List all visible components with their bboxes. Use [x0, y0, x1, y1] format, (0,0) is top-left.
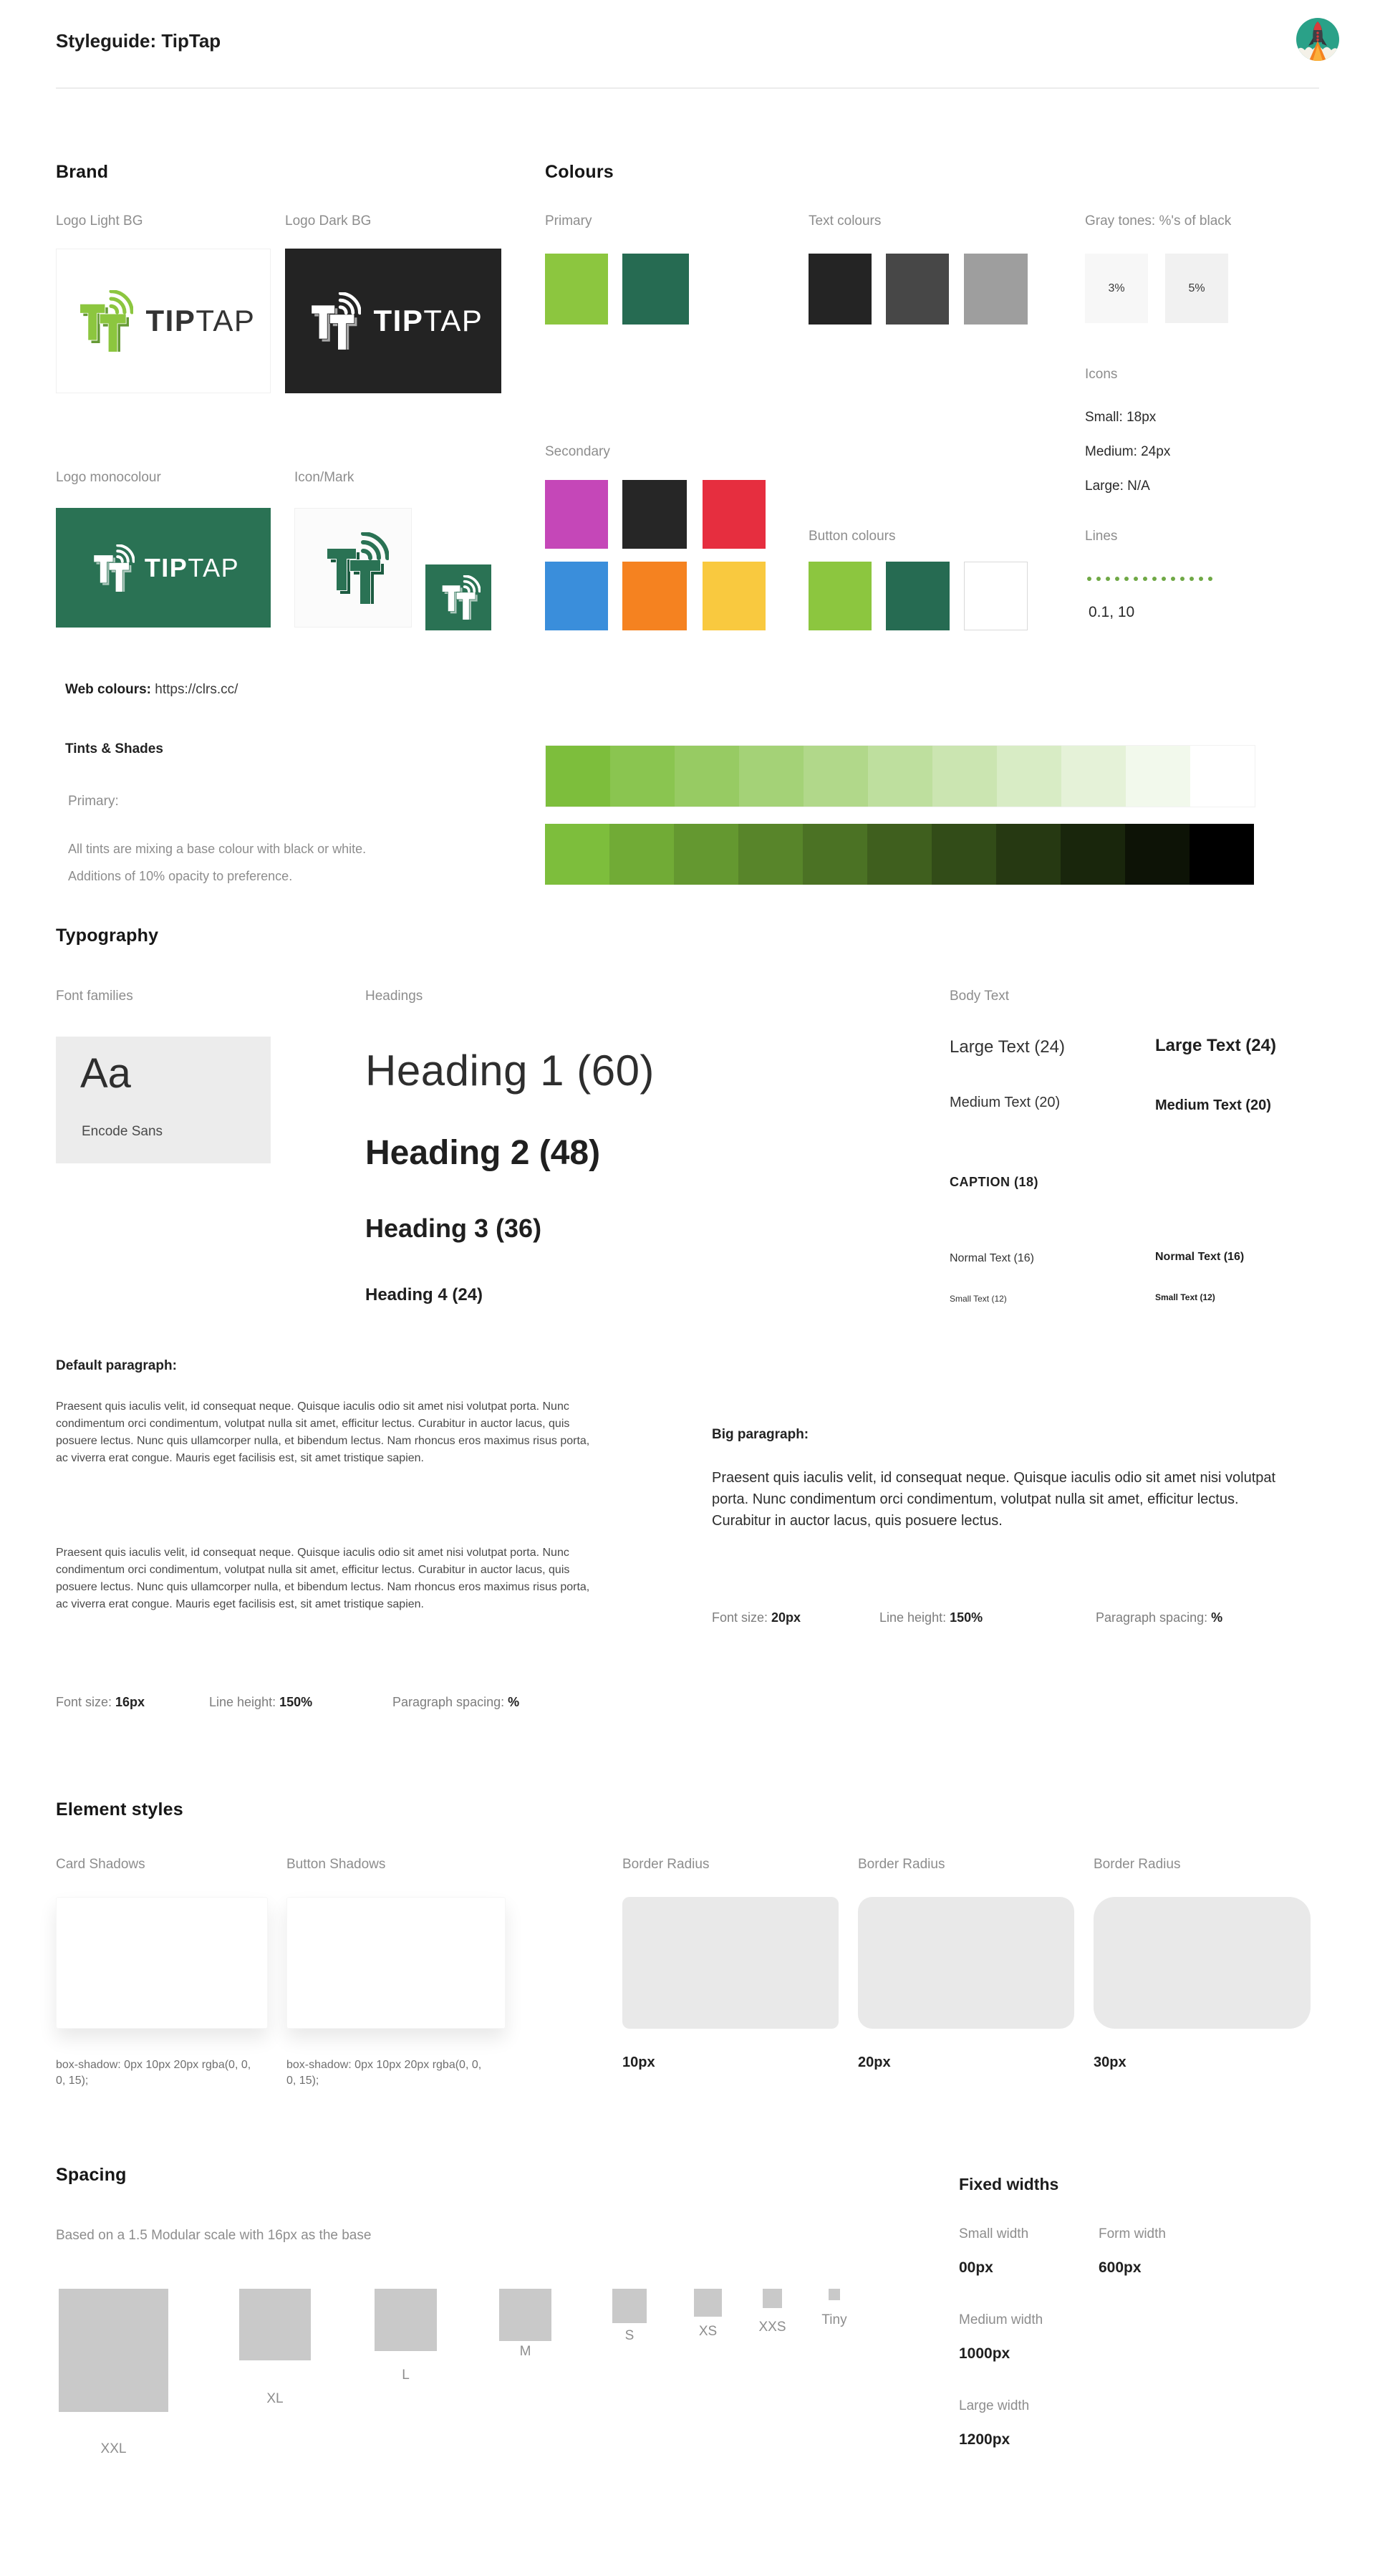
heading-4-sample: Heading 4 (24) [365, 1285, 483, 1304]
border-radius-sample-10 [622, 1897, 839, 2029]
line-dot [1115, 577, 1119, 581]
headings-label: Headings [365, 989, 423, 1004]
web-colours-label: Web colours: [65, 682, 151, 697]
page-title: Styleguide: TipTap [56, 30, 221, 52]
logo-light-label: Logo Light BG [56, 213, 143, 229]
default-paragraph-heading: Default paragraph: [56, 1358, 177, 1373]
font-specimen: Aa [80, 1050, 131, 1097]
tint-cell-6 [932, 746, 997, 807]
tint-cell-5 [868, 746, 932, 807]
shade-cell-0 [545, 824, 609, 885]
wordmark-light: TAP [188, 552, 240, 582]
button-shadow-caption: box-shadow: 0px 10px 20px rgba(0, 0, 0, 15); [286, 2059, 482, 2087]
font-family-card [56, 1037, 271, 1163]
tint-cell-4 [804, 746, 868, 807]
spacing-square-l [375, 2289, 437, 2351]
line-dot [1152, 577, 1157, 581]
line-dot [1162, 577, 1166, 581]
gray-tone-card-5 [1165, 254, 1228, 323]
rocket-avatar-icon [1296, 18, 1339, 61]
text-swatch-darkgray [886, 254, 949, 325]
tiptap-mark-icon [87, 544, 135, 592]
meta-value: 20px [771, 1610, 801, 1625]
brand-heading: Brand [56, 162, 109, 182]
spacing-label-l: L [402, 2368, 410, 2383]
meta-label: Font size: [56, 1695, 116, 1709]
button-shadow-sample [286, 1897, 506, 2029]
spacing-heading: Spacing [56, 2165, 127, 2185]
spacing-square-xs [694, 2289, 722, 2317]
primary-swatch-dark-green [622, 254, 689, 325]
icons-label: Icons [1085, 367, 1118, 382]
big-font-size [712, 1610, 801, 1625]
spacing-square-xxs [763, 2289, 782, 2308]
wordmark-bold: TIP [144, 552, 188, 582]
meta-value: 16px [115, 1695, 145, 1709]
medium-text-regular: Medium Text (20) [950, 1095, 1061, 1110]
spacing-square-xl [239, 2289, 311, 2360]
tint-cell-1 [610, 746, 675, 807]
typography-heading: Typography [56, 926, 159, 946]
spacing-scale-row [59, 2289, 918, 2475]
shade-cell-1 [609, 824, 674, 885]
tiptap-mark-icon [317, 532, 389, 604]
icon-size-medium: Medium: 24px [1085, 444, 1171, 459]
line-dot [1199, 577, 1203, 581]
shade-cell-5 [867, 824, 932, 885]
secondary-label: Secondary [545, 444, 610, 459]
large-text-bold: Large Text (24) [1155, 1036, 1276, 1055]
shades-strip [545, 824, 1254, 885]
border-radius-sample-30 [1094, 1897, 1311, 2029]
form-width-value: 600px [1099, 2259, 1142, 2276]
tints-strip [545, 745, 1255, 807]
spacing-label-s: S [624, 2328, 635, 2343]
text-swatch-black [809, 254, 872, 325]
icon-mark-small-card [425, 564, 491, 630]
meta-label: Line height: [209, 1695, 280, 1709]
font-name: Encode Sans [82, 1124, 163, 1139]
meta-value: % [508, 1695, 520, 1709]
small-text-regular: Small Text (12) [950, 1294, 1007, 1304]
logo-dark-card [285, 249, 501, 393]
card-shadow-sample [56, 1897, 268, 2029]
line-dot [1171, 577, 1175, 581]
wordmark-bold: TIP [373, 304, 424, 337]
line-dot [1124, 577, 1129, 581]
shade-cell-7 [996, 824, 1061, 885]
wordmark [145, 553, 239, 583]
gray-tone-value: 3% [1108, 282, 1125, 294]
secondary-swatch-black [622, 480, 687, 549]
border-radius-label-3: Border Radius [1094, 1857, 1181, 1872]
shade-cell-9 [1125, 824, 1190, 885]
web-colours-line [65, 682, 238, 698]
spacing-label-xl: XL [266, 2391, 284, 2406]
tiptap-mark-icon [72, 290, 133, 352]
meta-label: Line height: [879, 1610, 950, 1625]
small-width-value: 00px [959, 2259, 993, 2276]
tint-cell-3 [739, 746, 804, 807]
wordmark-light: TAP [423, 304, 483, 337]
meta-value: 150% [950, 1610, 983, 1625]
large-width-label: Large width [959, 2398, 1030, 2413]
spacing-square-xxl [59, 2289, 168, 2412]
card-shadow-caption: box-shadow: 0px 10px 20px rgba(0, 0, 0, 15); [56, 2059, 251, 2087]
form-width-label: Form width [1099, 2226, 1166, 2241]
secondary-swatch-yellow [703, 562, 766, 630]
lines-value: 0.1, 10 [1089, 604, 1135, 620]
spacing-note: Based on a 1.5 Modular scale with 16px as the base [56, 2228, 372, 2243]
line-dot [1087, 577, 1091, 581]
line-dot [1096, 577, 1101, 581]
large-width-value: 1200px [959, 2431, 1010, 2448]
meta-label: Paragraph spacing: [392, 1695, 508, 1709]
heading-2-sample: Heading 2 (48) [365, 1134, 601, 1172]
big-paragraph: Praesent quis iaculis velit, id consequat neque. Quisque iaculis odio sit amet nisi volutpat porta. Nunc condimentum orci condimentum, volutpat nulla sit amet, efficitur lectus. Curabitur in auctor lacus, quis posuere lectus. [712, 1470, 1276, 1529]
line-dot [1190, 577, 1194, 581]
border-radius-value-2: 20px [858, 2054, 891, 2070]
spacing-label-xxl: XXL [100, 2441, 127, 2456]
card-shadows-label: Card Shadows [56, 1857, 145, 1872]
spacing-square-m [499, 2289, 551, 2341]
icon-size-large: Large: N/A [1085, 479, 1150, 494]
wordmark [374, 304, 483, 338]
spacing-label-tiny: Tiny [821, 2312, 847, 2327]
header-divider [56, 87, 1319, 89]
text-swatch-gray [964, 254, 1028, 325]
spacing-square-tiny [829, 2289, 840, 2300]
tints-sub-label: Primary: [68, 794, 119, 809]
border-radius-value-1: 10px [622, 2054, 655, 2070]
spacing-square-s [612, 2289, 647, 2323]
spacing-label-xxs: XXS [758, 2320, 786, 2335]
line-dot [1106, 577, 1110, 581]
border-radius-label-2: Border Radius [858, 1857, 945, 1872]
border-radius-value-3: 30px [1094, 2054, 1126, 2070]
heading-1-sample: Heading 1 (60) [365, 1047, 655, 1095]
primary-label: Primary [545, 213, 592, 229]
default-paragraph-spacing [392, 1695, 519, 1710]
line-dot [1208, 577, 1212, 581]
wordmark [146, 304, 256, 338]
logo-mono-label: Logo monocolour [56, 470, 161, 485]
button-shadows-label: Button Shadows [286, 1857, 386, 1872]
tint-cell-8 [1061, 746, 1126, 807]
tint-cell-2 [675, 746, 739, 807]
button-swatch-white [964, 562, 1028, 630]
medium-width-label: Medium width [959, 2312, 1043, 2327]
shade-cell-2 [674, 824, 738, 885]
shade-cell-3 [738, 824, 803, 885]
meta-label: Font size: [712, 1610, 772, 1625]
default-paragraph-1: Praesent quis iaculis velit, id consequat neque. Quisque iaculis odio sit amet nisi volutpat porta. Nunc condimentum orci condimentum, volutpat nulla sit amet, efficitur lectus. Curabitur in auctor lacus, quis posuere lectus. Nunc quis ullamcorper nulla, et bibendum lectus. Nam rhoncus eros maximus risus porta, ac viverra erat congue. Mauris eget facilisis est, sit amet tristique sapien. [56, 1400, 590, 1464]
line-dot [1134, 577, 1138, 581]
tint-cell-10 [1190, 746, 1255, 807]
medium-width-value: 1000px [959, 2345, 1010, 2362]
icon-size-small: Small: 18px [1085, 410, 1157, 425]
spacing-label-m: M [519, 2344, 531, 2359]
line-dot [1143, 577, 1147, 581]
body-text-label: Body Text [950, 989, 1010, 1004]
secondary-swatch-blue [545, 562, 608, 630]
shade-cell-6 [932, 824, 996, 885]
shade-cell-8 [1061, 824, 1125, 885]
gray-tone-value: 5% [1188, 282, 1205, 294]
border-radius-label-1: Border Radius [622, 1857, 710, 1872]
shade-cell-4 [803, 824, 867, 885]
tints-note-2: Additions of 10% opacity to preference. [68, 869, 293, 883]
icon-mark-label: Icon/Mark [294, 470, 354, 485]
shade-cell-10 [1190, 824, 1254, 885]
tints-note-1: All tints are mixing a base colour with black or white. [68, 842, 367, 856]
web-colours-link[interactable]: https://clrs.cc/ [155, 682, 238, 697]
default-line-height [209, 1695, 312, 1710]
avatar[interactable] [1296, 18, 1339, 61]
logo-dark-label: Logo Dark BG [285, 213, 372, 229]
meta-label: Paragraph spacing: [1096, 1610, 1212, 1625]
secondary-swatch-magenta [545, 480, 608, 549]
element-styles-heading: Element styles [56, 1799, 183, 1820]
small-width-label: Small width [959, 2226, 1029, 2241]
text-colours-label: Text colours [809, 213, 882, 229]
normal-text-bold: Normal Text (16) [1155, 1251, 1245, 1263]
spacing-label-xs: XS [698, 2324, 718, 2339]
big-line-height [879, 1610, 983, 1625]
tiptap-mark-icon [304, 292, 361, 350]
normal-text-regular: Normal Text (16) [950, 1252, 1034, 1264]
default-paragraph-2: Praesent quis iaculis velit, id consequat neque. Quisque iaculis odio sit amet nisi volutpat porta. Nunc condimentum orci condimentum, volutpat nulla sit amet, efficitur lectus. Curabitur in auctor lacus, quis posuere lectus. Nunc quis ullamcorper nulla, et bibendum lectus. Nam rhoncus eros maximus risus porta, ac viverra erat congue. Mauris eget facilisis est, sit amet tristique sapien. [56, 1547, 590, 1610]
button-swatch-green [809, 562, 872, 630]
large-text-regular: Large Text (24) [950, 1037, 1065, 1057]
icon-mark-card [294, 508, 412, 628]
default-font-size [56, 1695, 145, 1710]
wordmark-bold: TIP [145, 304, 196, 337]
secondary-swatch-orange [622, 562, 687, 630]
fixed-widths-heading: Fixed widths [959, 2175, 1059, 2193]
button-swatch-dark-green [886, 562, 950, 630]
tint-cell-0 [546, 746, 610, 807]
lines-label: Lines [1085, 529, 1118, 544]
gray-tone-card-3 [1085, 254, 1148, 323]
tint-cell-9 [1126, 746, 1190, 807]
button-colours-label: Button colours [809, 529, 896, 544]
font-families-label: Font families [56, 989, 133, 1004]
border-radius-sample-20 [858, 1897, 1074, 2029]
tints-heading: Tints & Shades [65, 741, 163, 756]
line-dot [1180, 577, 1185, 581]
secondary-swatch-red [703, 480, 766, 549]
wordmark-light: TAP [196, 304, 256, 337]
small-text-bold: Small Text (12) [1155, 1292, 1215, 1302]
gray-tones-label: Gray tones: %'s of black [1085, 213, 1232, 229]
big-paragraph-heading: Big paragraph: [712, 1427, 809, 1442]
colours-heading: Colours [545, 162, 614, 182]
logo-mono-card [56, 508, 271, 628]
primary-swatch-green [545, 254, 608, 325]
logo-light-card [56, 249, 271, 393]
medium-text-bold: Medium Text (20) [1155, 1097, 1271, 1113]
tiptap-mark-icon [436, 575, 481, 620]
heading-3-sample: Heading 3 (36) [365, 1213, 542, 1243]
caption-sample: CAPTION (18) [950, 1175, 1039, 1189]
meta-value: % [1211, 1610, 1223, 1625]
dotted-line [1087, 572, 1217, 585]
tint-cell-7 [997, 746, 1061, 807]
big-paragraph-spacing [1096, 1610, 1222, 1625]
meta-value: 150% [279, 1695, 313, 1709]
